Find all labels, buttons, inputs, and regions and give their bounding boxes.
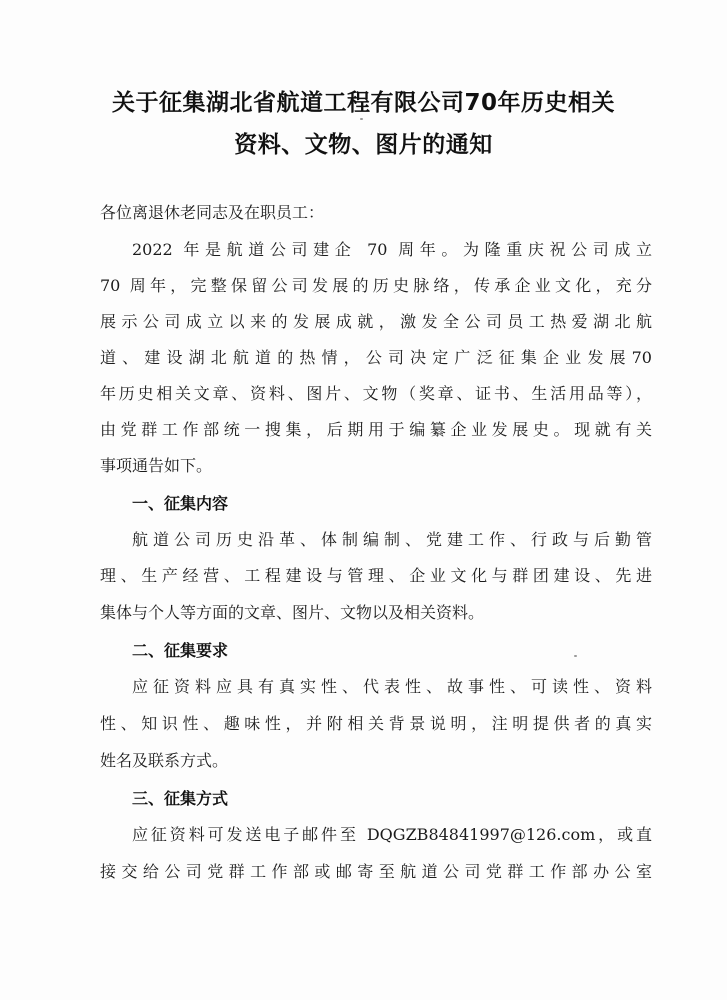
intro-line: 70 周年，完整保留公司发展的历史脉络，传承企业文化，充分: [100, 276, 652, 295]
section-line: 性、知识性、趣味性，并附相关背景说明，注明提供者的真实: [100, 714, 652, 733]
section-line: 应征资料应具有真实性、代表性、故事性、可读性、资料: [132, 677, 652, 696]
scan-speck: [574, 655, 577, 657]
intro-line: 展示公司成立以来的发展成就，激发全公司员工热爱湖北航: [100, 312, 652, 331]
intro-line: 由党群工作部统一搜集，后期用于编纂企业发展史。现就有关: [100, 420, 652, 439]
section-line: 姓名及联系方式。: [100, 751, 229, 770]
intro-line: 事项通告如下。: [100, 456, 213, 475]
section-heading-requirements: 二、征集要求: [132, 641, 229, 660]
section-line: 应征资料可发送电子邮件至 DQGZB84841997@126.com，或直: [132, 825, 652, 844]
intro-line: 2022 年是航道公司建企 70 周年。为隆重庆祝公司成立: [132, 240, 652, 259]
section-line: 接交给公司党群工作部或邮寄至航道公司党群工作部办公室: [100, 862, 652, 881]
section-heading-method: 三、征集方式: [132, 789, 229, 808]
section-line: 航道公司历史沿革、体制编制、党建工作、行政与后勤管: [132, 530, 652, 549]
salutation: 各位离退休老同志及在职员工：: [100, 203, 325, 222]
intro-line: 道、建设湖北航道的热情，公司决定广泛征集企业发展70: [100, 348, 652, 367]
section-line: 理、生产经营、工程建设与管理、企业文化与群团建设、先进: [100, 566, 652, 585]
section-line: 集体与个人等方面的文章、图片、文物以及相关资料。: [100, 603, 485, 622]
scan-speck: [360, 118, 363, 120]
section-heading-content: 一、征集内容: [132, 494, 229, 513]
intro-line: 年历史相关文章、资料、图片、文物（奖章、证书、生活用品等），: [100, 384, 652, 403]
document-title-line-1: 关于征集湖北省航道工程有限公司70年历史相关: [111, 90, 615, 116]
document-title-line-2: 资料、文物、图片的通知: [234, 132, 493, 158]
